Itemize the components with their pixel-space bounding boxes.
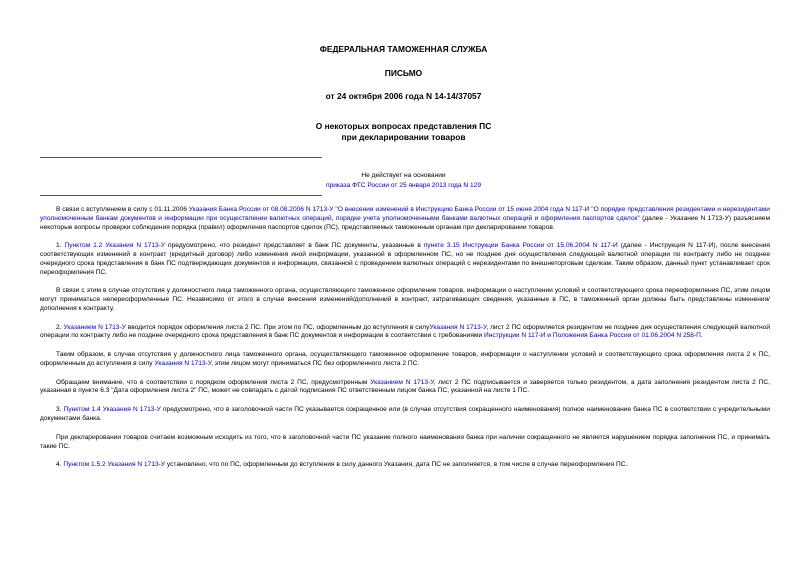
document-date-number: от 24 октября 2006 года N 14-14/37057 bbox=[325, 91, 482, 101]
repeal-order-link[interactable]: приказа ФТС России от 25 января 2013 года N 129 bbox=[326, 181, 481, 189]
status-note bbox=[0, 171, 807, 190]
paragraph-1 bbox=[40, 206, 770, 232]
text: предусмотрено, что резидент представляет в банк ПС документы, указанные в bbox=[165, 242, 424, 250]
paragraph-2 bbox=[40, 242, 770, 277]
clause-1-5-2-link[interactable]: Пунктом 1.5.2 Указания N 1713-У bbox=[63, 461, 166, 469]
text: 3. bbox=[56, 406, 64, 414]
text: В связи с этим в случае отсутствия у должностного лица таможенного органа, осуществляющего таможенное оформление товаров, информации о наступлении условий и соответствующего срока переоформления ПС, этим лицом могут приниматься непереоформленные ПС. Независимо от этого в случае внесения изменений/дополнений в контракт, затрагивающих сведения, указанные в ПС, в таможенный орган должны быть представлены изменения/дополнения к контракту. bbox=[40, 287, 770, 312]
text: и bbox=[545, 332, 553, 340]
directive-1713-link[interactable]: Указанием N 1713-У bbox=[63, 323, 126, 331]
title-line-1: О некоторых вопросах представления ПС bbox=[315, 121, 492, 131]
text: , этим лицом могут приниматься ПС без оформленного листа 2 ПС. bbox=[211, 359, 420, 367]
paragraph-3 bbox=[40, 287, 770, 313]
clause-1-2-link[interactable]: Пунктом 1.2 Указания N 1713-У bbox=[64, 242, 166, 250]
text: 4. bbox=[56, 461, 64, 469]
paragraph-4 bbox=[40, 324, 770, 342]
paragraph-5 bbox=[40, 351, 770, 369]
clause-1-4-link[interactable]: Пунктом 1.4 Указания N 1713-У bbox=[63, 406, 161, 414]
text: (далее - Инструкция N 117-И), после внесения соответствующих изменений в контракт (кредитный договор) либо изменения иной информации, указанной в оформленном ПС, но не позднее дня осуществления следующей валютной операции по контракту либо не позднее очередного срока представления в банк ПС подтверждающих документов и информации, связанной с проведением валютных операций с нерезидентами по внешнеторговым сделкам. Таким образом, данный пункт устанавливает срок переоформления ПС. bbox=[40, 242, 770, 276]
document-body bbox=[40, 206, 770, 480]
directive-1713-link[interactable]: Указания Банка России от 08.08.2006 N 1713-У "О внесении изменений в Инструкцию Банка России от 15 июня 2004 года N 117-И "О порядке представления резидентами и нерезидентами уполномоченным банкам документов и информации при осуществлении валютных операций, порядке учета уполномоченными банками валютных операций и оформления паспортов сделок" bbox=[40, 206, 770, 222]
text: вводится порядок оформления листа 2 ПС. При этом по ПС, оформленным до вступления в силу bbox=[125, 323, 430, 331]
text: (далее - Указание N 1713-У) разъясняем некоторые вопросы проверки соблюдения порядка (правил) оформления паспортов сделок (ПС), представляемых таможенным органам при декларировании товаров. bbox=[40, 214, 770, 231]
title-line-2: при декларировании товаров bbox=[341, 131, 466, 142]
text: В связи с вступлением в силу с 01.11.2006 bbox=[56, 206, 189, 213]
directive-1713-link[interactable]: Указанием N 1713-У bbox=[370, 378, 434, 386]
paragraph-9 bbox=[40, 461, 770, 470]
divider-bottom bbox=[40, 195, 322, 196]
text: . bbox=[700, 332, 703, 340]
text: предусмотрено, что в заголовочной части ПС указывается сокращенное или (в случае отсутствия сокращенного наименования) полное наименование банка ПС в соответствии с учредительными документами банка. bbox=[40, 406, 770, 423]
paragraph-6 bbox=[40, 379, 770, 397]
organization-name: ФЕДЕРАЛЬНАЯ ТАМОЖЕННАЯ СЛУЖБА bbox=[319, 44, 488, 54]
instruction-3-15-link[interactable]: пункте 3.15 Инструкции Банка России от 15.06.2004 N 117-И bbox=[423, 242, 618, 250]
directive-1713-link[interactable]: Указания N 1713-У bbox=[154, 359, 212, 367]
directive-1713-link[interactable]: Указания N 1713-У bbox=[429, 323, 487, 331]
text: установлено, что по ПС, оформленным до вступления в силу данного Указания, дата ПС не заполняется, в том числе в случае переоформления ПС. bbox=[165, 461, 628, 469]
text: , лист 2 ПС подписывается и заверяется только резидентом, а дата заполнения резидентом листа 2 ПС, указанная в пункте 6.3 "Дата оформления листа 2" ПС, может не совпадать с датой подписания ПС ответственным лицом банка ПС, указанной на листе 1 ПС. bbox=[40, 378, 770, 395]
text: , лист 2 ПС оформляется резидентом не позднее дня осуществления следующей валютной операции по контракту либо не позднее очередного срока представления в банк ПС документов и информации в соответствии с требованиями bbox=[40, 323, 770, 340]
text: При декларировании товаров считаем возможным исходить из того, что в заголовочной части ПС указание полного наименования банка при наличии сокращенного не является нарушением порядка заполнения ПС, и принимать такие ПС. bbox=[40, 433, 770, 450]
status-line: Не действует на основании bbox=[361, 172, 446, 179]
paragraph-8 bbox=[40, 434, 770, 452]
text: 1. bbox=[56, 242, 65, 250]
divider-top bbox=[40, 157, 322, 158]
text: Таким образом, в случае отсутствия у должностного лица таможенного органа, осуществляющего таможенное оформление товаров, информации о наступлении условий и соответствующего срока оформления листа 2 к ПС, оформленным до вступления в силу bbox=[40, 351, 770, 367]
document-title bbox=[0, 121, 807, 143]
regulation-258-link[interactable]: Положения Банка России от 01.06.2004 N 258-П bbox=[552, 332, 701, 340]
instruction-117-link[interactable]: Инструкции N 117-И bbox=[483, 332, 546, 340]
text: 2. bbox=[56, 323, 64, 331]
paragraph-7 bbox=[40, 406, 770, 424]
document-type: ПИСЬМО bbox=[384, 68, 423, 78]
text: Обращаем внимание, что в соответствии с порядком оформления листа 2 ПС, предусмотренным bbox=[56, 378, 371, 386]
